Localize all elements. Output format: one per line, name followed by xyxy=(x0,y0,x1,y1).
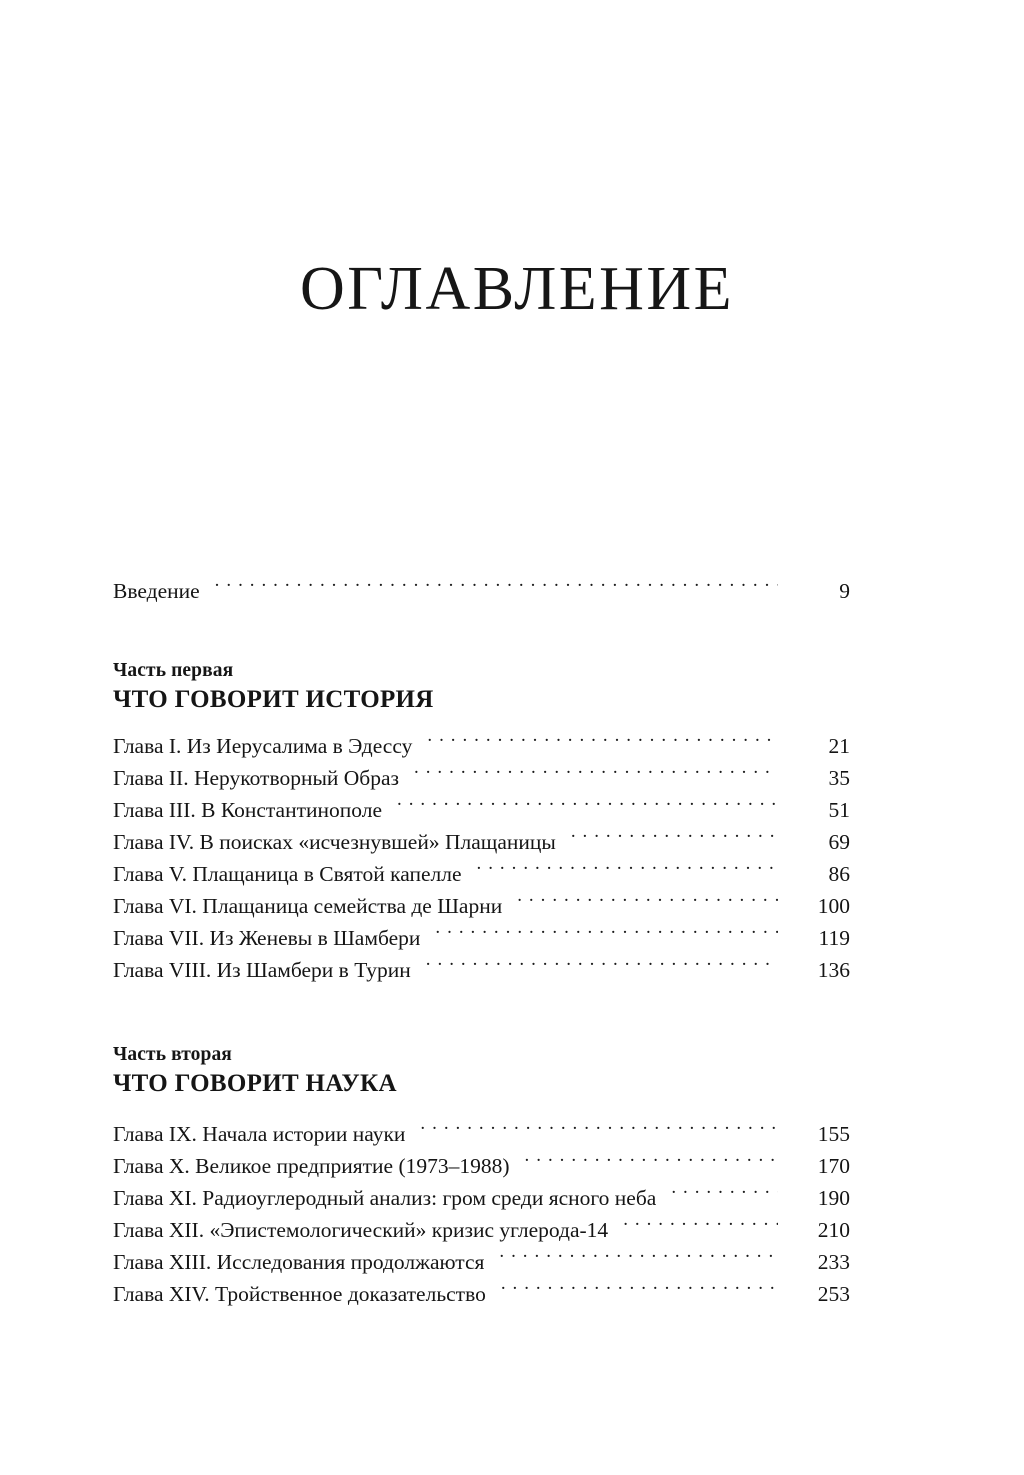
toc-entry[interactable] xyxy=(113,1182,850,1214)
toc-entry[interactable] xyxy=(113,794,850,826)
toc-entry-label: Глава IV. В поисках «исчезнувшей» Плащаницы xyxy=(113,830,556,854)
toc-entry[interactable] xyxy=(113,890,850,922)
toc-entry-page: 253 xyxy=(817,1282,850,1306)
toc-entry[interactable] xyxy=(113,1150,850,1182)
toc-entry-introduction[interactable] xyxy=(113,575,850,607)
toc-entry[interactable] xyxy=(113,762,850,794)
part-heading-1 xyxy=(113,658,850,716)
toc-entry[interactable] xyxy=(113,730,850,762)
toc-entry-label: Глава X. Великое предприятие (1973–1988) xyxy=(113,1154,510,1178)
dot-leader xyxy=(477,860,778,882)
toc-entry-page: 190 xyxy=(817,1186,850,1210)
toc-entry-label: Глава XI. Радиоуглеродный анализ: гром среди ясного неба xyxy=(113,1186,657,1210)
dot-leader xyxy=(414,764,778,786)
toc-entry-label: Глава III. В Константинополе xyxy=(113,798,382,822)
toc-entry-label: Глава V. Плащаница в Святой капелле xyxy=(113,862,462,886)
toc-entry-page: 51 xyxy=(828,798,850,822)
dot-leader xyxy=(215,577,778,599)
toc-entry-label: Глава XIV. Тройственное доказательство xyxy=(113,1282,486,1306)
toc-entry-page: 136 xyxy=(817,958,850,982)
dot-leader xyxy=(427,732,778,754)
dot-leader xyxy=(435,924,778,946)
toc-entry-page: 69 xyxy=(828,830,850,854)
part-kicker: Часть вторая xyxy=(113,1044,232,1065)
dot-leader xyxy=(420,1120,778,1142)
toc-entry[interactable] xyxy=(113,922,850,954)
toc-entry-label: Введение xyxy=(113,579,200,603)
toc-entry-label: Глава VII. Из Женевы в Шамбери xyxy=(113,926,421,950)
part-kicker: Часть первая xyxy=(113,660,234,681)
dot-leader xyxy=(499,1248,778,1270)
part-title: ЧТО ГОВОРИТ НАУКА xyxy=(113,1070,397,1097)
toc-entry[interactable] xyxy=(113,1246,850,1278)
chapter-list-1 xyxy=(113,730,850,986)
dot-leader xyxy=(501,1280,778,1302)
toc-entry-label: Глава XIII. Исследования продолжаются xyxy=(113,1250,485,1274)
toc-entry-label: Глава I. Из Иерусалима в Эдессу xyxy=(113,734,413,758)
toc-entry-page: 233 xyxy=(817,1250,850,1274)
toc-entry-page: 35 xyxy=(828,766,850,790)
part-title: ЧТО ГОВОРИТ ИСТОРИЯ xyxy=(113,686,434,713)
dot-leader xyxy=(517,892,778,914)
toc-entry-page: 210 xyxy=(817,1218,850,1242)
toc-entry-label: Глава VIII. Из Шамбери в Турин xyxy=(113,958,411,982)
dot-leader xyxy=(571,828,778,850)
toc-entry-page: 170 xyxy=(817,1154,850,1178)
toc-entry[interactable] xyxy=(113,1214,850,1246)
toc-entry-label: Глава XII. «Эпистемологический» кризис углерода-14 xyxy=(113,1218,609,1242)
dot-leader xyxy=(671,1184,778,1206)
toc-entry-label: Глава VI. Плащаница семейства де Шарни xyxy=(113,894,503,918)
dot-leader xyxy=(397,796,778,818)
toc-entry[interactable] xyxy=(113,858,850,890)
toc-entry-page: 21 xyxy=(828,734,850,758)
toc-entry-page: 86 xyxy=(828,862,850,886)
toc-entry-page: 119 xyxy=(818,926,850,950)
toc-entry-page: 9 xyxy=(839,579,850,603)
dot-leader xyxy=(623,1216,778,1238)
dot-leader xyxy=(525,1152,778,1174)
part-heading-2 xyxy=(113,1042,850,1100)
toc-body xyxy=(113,575,850,1310)
toc-entry[interactable] xyxy=(113,826,850,858)
toc-entry[interactable] xyxy=(113,954,850,986)
page-title: ОГЛАВЛЕНИЕ xyxy=(299,254,735,323)
dot-leader xyxy=(426,956,778,978)
toc-entry-label: Глава II. Нерукотворный Образ xyxy=(113,766,400,790)
toc-entry-page: 155 xyxy=(817,1122,850,1146)
toc-entry[interactable] xyxy=(113,1118,850,1150)
toc-entry-page: 100 xyxy=(817,894,850,918)
toc-entry-label: Глава IX. Начала истории науки xyxy=(113,1122,406,1146)
toc-entry[interactable] xyxy=(113,1278,850,1310)
chapter-list-2 xyxy=(113,1118,850,1310)
